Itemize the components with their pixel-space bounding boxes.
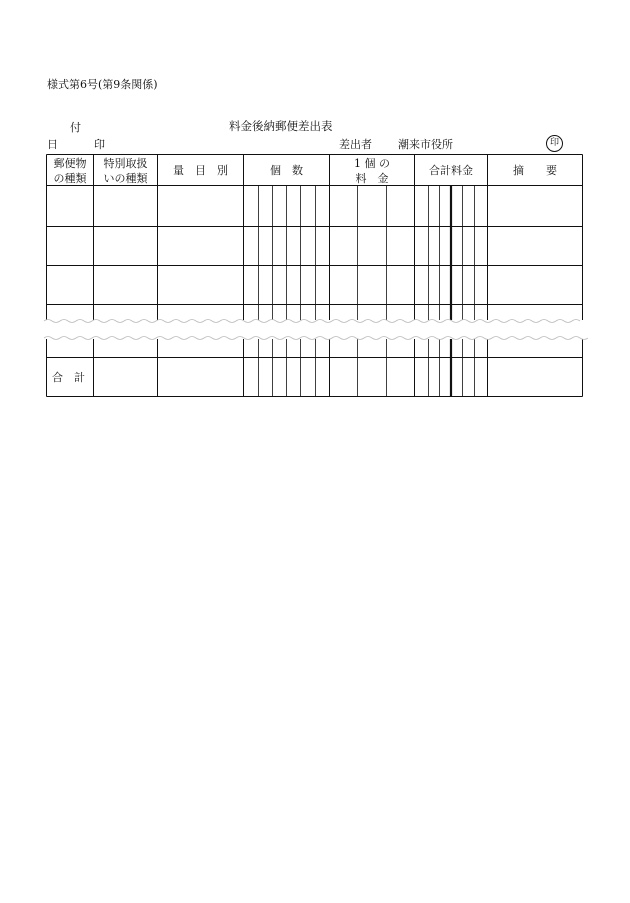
date-stamp-label-in: 印 [94, 138, 105, 151]
col-header-line: 料 金 [355, 171, 389, 185]
col-header-line: 特別取扱 [103, 157, 148, 170]
col-header-remarks [488, 164, 582, 179]
total-row-label: 合 計 [52, 371, 85, 384]
break-line-top [44, 320, 580, 323]
col-header-line: 量 目 別 [173, 164, 228, 177]
seal-glyph: 印 [549, 138, 559, 148]
col-header-mail-type [47, 157, 93, 187]
col-header-line: 郵便物 [53, 157, 87, 170]
col-header-line: いの種類 [103, 171, 148, 185]
col-header-total-fee [415, 164, 487, 179]
col-header-unit-price [330, 157, 414, 187]
col-header-special-handling [94, 157, 157, 187]
break-line-bottom [44, 337, 588, 340]
sender-label: 差出者 [339, 138, 372, 151]
col-header-line: 個 数 [270, 164, 303, 177]
col-header-line: 1 個 の [354, 157, 390, 170]
col-header-weight [158, 164, 243, 179]
col-header-quantity [244, 164, 329, 179]
document-title: 料金後納郵便差出表 [229, 119, 333, 133]
col-header-line: 摘 要 [513, 164, 557, 177]
col-header-line: 合計料金 [429, 164, 473, 177]
date-stamp-label-fu: 付 [70, 121, 81, 134]
date-stamp-label-hi: 日 [47, 138, 58, 151]
sender-name: 潮来市役所 [398, 138, 453, 151]
col-header-line: の種類 [53, 171, 87, 185]
form-title: 様式第6号(第9条関係) [47, 78, 158, 91]
